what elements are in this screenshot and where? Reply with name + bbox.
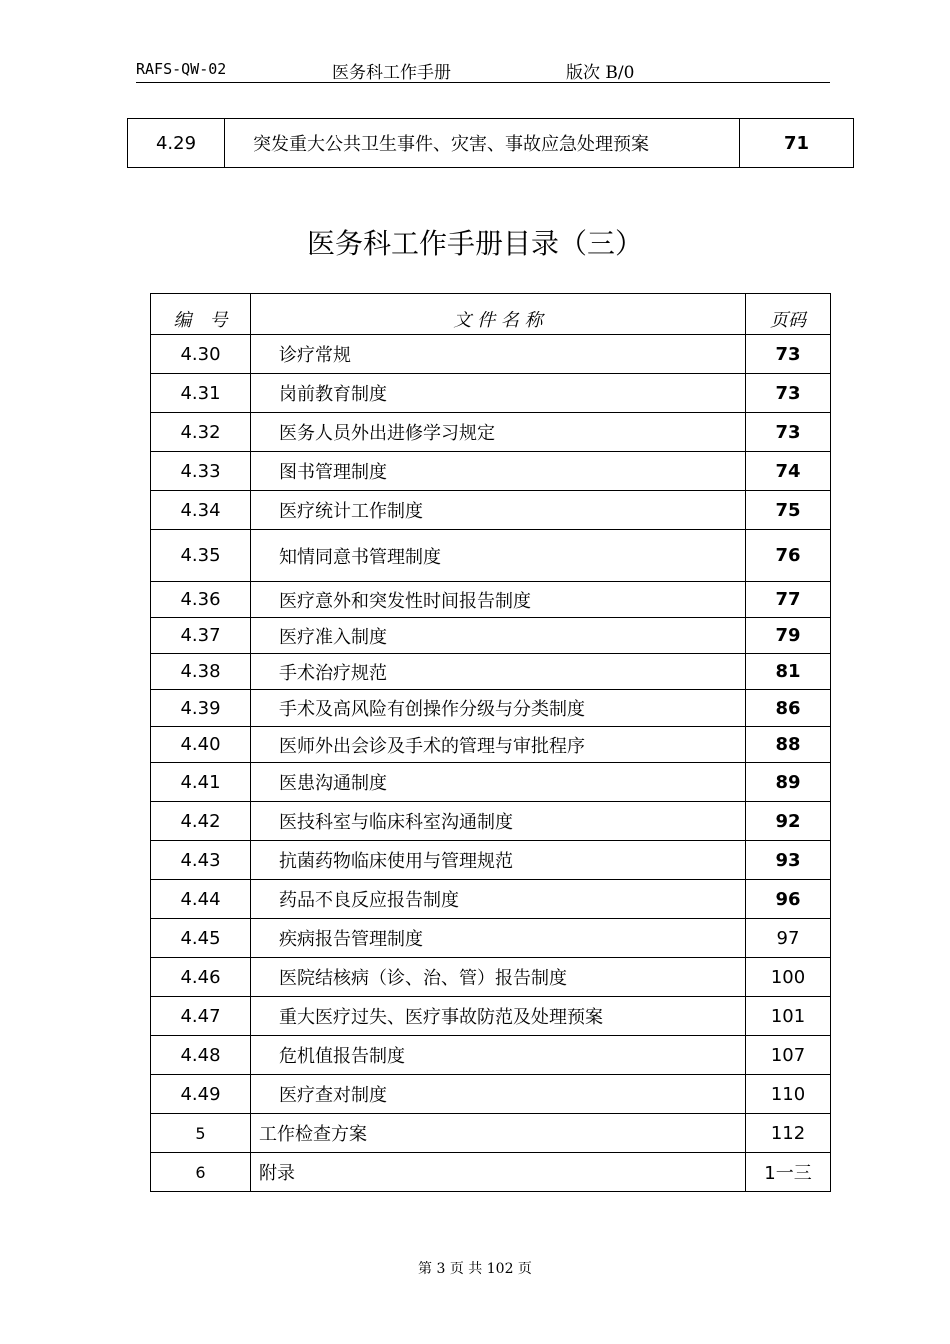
table-row [151,919,831,958]
row-page: 1一三 [746,1153,831,1192]
row-title: 医疗查对制度 [251,1075,746,1114]
row-title: 突发重大公共卫生事件、灾害、事故应急处理预案 [225,119,740,168]
table-row [151,997,831,1036]
table-row [151,1114,831,1153]
row-page: 79 [746,618,831,654]
row-number: 4.30 [151,335,251,374]
row-title: 医疗统计工作制度 [251,491,746,530]
row-page: 107 [746,1036,831,1075]
toc-body [151,335,831,1192]
header-title: 医务科工作手册 [332,63,451,83]
row-title: 医疗准入制度 [251,618,746,654]
table-row [151,880,831,919]
row-number: 4.38 [151,654,251,690]
table-row [151,841,831,880]
row-number: 4.41 [151,763,251,802]
row-page: 76 [746,530,831,582]
row-number: 4.31 [151,374,251,413]
row-page: 92 [746,802,831,841]
table-row [151,802,831,841]
table-row [151,582,831,618]
document-code: RAFS-QW-02 [136,60,227,78]
row-page: 88 [746,727,831,763]
row-title: 医患沟通制度 [251,763,746,802]
version-label: 版次 B/0 [566,63,635,83]
row-title: 疾病报告管理制度 [251,919,746,958]
row-title: 岗前教育制度 [251,374,746,413]
table-row [151,690,831,727]
row-page: 86 [746,690,831,727]
row-title: 抗菌药物临床使用与管理规范 [251,841,746,880]
row-number: 4.45 [151,919,251,958]
row-number: 4.44 [151,880,251,919]
row-title: 医院结核病（诊、治、管）报告制度 [251,958,746,997]
table-row [151,374,831,413]
row-page: 74 [746,452,831,491]
toc-table [150,293,831,1192]
row-number: 4.32 [151,413,251,452]
row-number: 4.43 [151,841,251,880]
row-page: 75 [746,491,831,530]
table-row [151,654,831,690]
table-row [151,1153,831,1192]
row-number: 4.37 [151,618,251,654]
row-title: 手术治疗规范 [251,654,746,690]
row-page: 73 [746,374,831,413]
table-row [151,727,831,763]
table-row [151,335,831,374]
row-page: 101 [746,997,831,1036]
table-row [151,958,831,997]
table-row [151,452,831,491]
row-page: 112 [746,1114,831,1153]
continued-toc-table [127,118,854,168]
row-page: 110 [746,1075,831,1114]
row-page: 93 [746,841,831,880]
header-number: 编 号 [151,294,251,335]
row-title: 重大医疗过失、医疗事故防范及处理预案 [251,997,746,1036]
header-page: 页码 [746,294,831,335]
row-page: 81 [746,654,831,690]
row-page: 73 [746,335,831,374]
row-number: 4.48 [151,1036,251,1075]
table-row [151,763,831,802]
row-page: 71 [740,119,854,168]
table-row [151,413,831,452]
row-number: 4.33 [151,452,251,491]
row-number: 4.49 [151,1075,251,1114]
page-header [136,58,830,83]
table-row [151,1036,831,1075]
row-title: 医疗意外和突发性时间报告制度 [251,582,746,618]
row-number: 4.46 [151,958,251,997]
row-title: 手术及高风险有创操作分级与分类制度 [251,690,746,727]
row-title: 诊疗常规 [251,335,746,374]
toc-title: 医务科工作手册目录（三） [306,227,643,260]
row-number: 4.39 [151,690,251,727]
row-title: 医师外出会诊及手术的管理与审批程序 [251,727,746,763]
table-header-row [151,294,831,335]
row-page: 77 [746,582,831,618]
table-row [151,618,831,654]
row-number: 4.34 [151,491,251,530]
row-title: 知情同意书管理制度 [251,530,746,582]
row-page: 97 [746,919,831,958]
table-row [151,1075,831,1114]
row-number: 4.36 [151,582,251,618]
row-title: 工作检查方案 [251,1114,746,1153]
table-row [151,491,831,530]
row-number: 4.40 [151,727,251,763]
header-name: 文 件 名 称 [251,294,746,335]
row-title: 药品不良反应报告制度 [251,880,746,919]
row-number: 4.35 [151,530,251,582]
row-title: 附录 [251,1153,746,1192]
row-title: 图书管理制度 [251,452,746,491]
page-footer: 第 3 页 共 102 页 [418,1261,532,1277]
row-title: 医务人员外出进修学习规定 [251,413,746,452]
row-page: 100 [746,958,831,997]
table-row [128,119,854,168]
row-number: 4.42 [151,802,251,841]
row-page: 89 [746,763,831,802]
table-row [151,530,831,582]
row-title: 危机值报告制度 [251,1036,746,1075]
row-page: 96 [746,880,831,919]
row-number: 4.47 [151,997,251,1036]
row-title: 医技科室与临床科室沟通制度 [251,802,746,841]
row-number: 6 [151,1153,251,1192]
row-number: 5 [151,1114,251,1153]
row-number: 4.29 [128,119,225,168]
row-page: 73 [746,413,831,452]
